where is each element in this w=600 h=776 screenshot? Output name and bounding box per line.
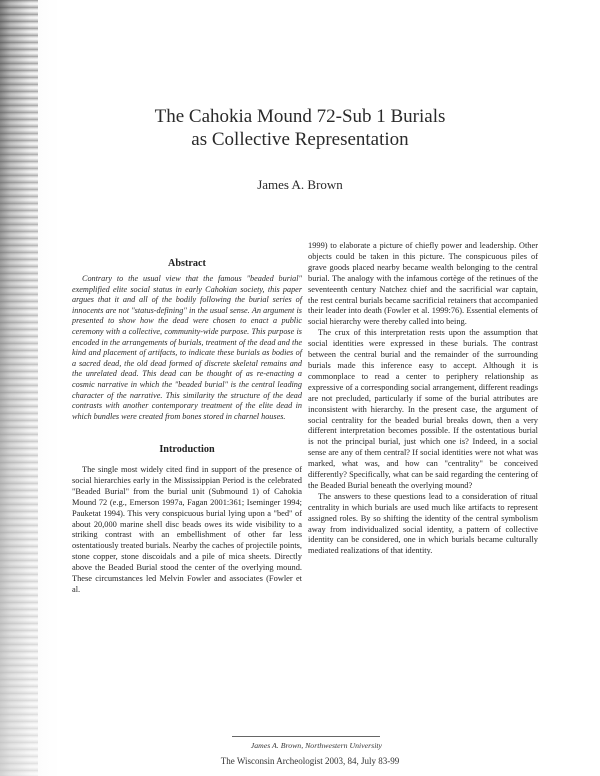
right-column	[308, 241, 538, 557]
paper-title-line-1: The Cahokia Mound 72-Sub 1 Burials	[154, 106, 446, 127]
footer-journal-citation: The Wisconsin Archeologist 2003, 84, July 83-99	[220, 756, 400, 766]
introduction-heading: Introduction	[159, 444, 215, 455]
right-paragraph-2: The crux of this interpretation rests upon the assumption that social identities were expressed in these burials. The contrast between the central burial and the remainder of the surrounding burials made this inference easy to accept. Although it is commonplace to read a center to periphery relationship as expressive of a corresponding social arrangement, different readings are not precluded, particularly if some of the burial attributes are inconsistent with hierarchy. In the present case, the argument of social centrality for the beaded burial breaks down, then a very different interpretation becomes possible. If the ostentatious burial is not the principal burial, just which one is? Indeed, in a social sense are any of them central? If social identities were not what was marked, what was, and how can "centrality" be conceived differently? Specifically, what can be said regarding the centering of the Beaded Burial beneath the overlying mound?	[308, 328, 538, 490]
right-paragraph-1: 1999) to elaborate a picture of chiefly power and leadership. Other objects could be taken in this picture. The conspicuous piles of grave goods placed nearby became wealth belonging to the central burial. The analogy with the infamous cortège of the retinues of the seventeenth century Natchez chief and the sacrificial war captain, the rest central burials became sacrificial retainers that accompanied their leader into death (Fowler et al. 1999:76). Essential elements of social hierarchy were thereby called into being.	[308, 241, 538, 327]
scan-shadow-edge	[0, 0, 38, 776]
footer-author-affiliation: James A. Brown, Northwestern University	[250, 741, 382, 750]
footer-rule	[232, 736, 380, 737]
abstract-heading: Abstract	[168, 258, 206, 269]
introduction-text: The single most widely cited find in support of the presence of social hierarchies early in the Mississippian Period is the celebrated "Beaded Burial" from the burial unit (Submound 1) of Cahokia Mound 72 (e.g., Emerson 1997a, Fagan 2001:361; Iseminger 1994; Pauketat 1994). This very conspicuous burial lying upon a "bed" of about 20,000 marine shell disc beads owes its wide visibility to a striking contrast with an embellishment of other far less ostentatiously treated burials. Nearby the caches of projectile points, stone copper, stone discoidals and a pile of mica sheets. Directly above the Beaded Burial stood the center of the overlying mound. These circumstances led Melvin Fowler and associates (Fowler et al.	[72, 465, 302, 594]
author-name: James A. Brown	[257, 177, 343, 192]
abstract-text: Contrary to the usual view that the famous "beaded burial" exemplified elite social status in early Cahokian society, this paper argues that it and all of the bodily following the burial series of innocents are not "status-defining" in the usual sense. An argument is presented to show how the dead were chosen to enact a public ceremony with a collective, community-wide purpose. This purpose is encoded in the arrangements of burials, treatment of the dead and the kind and placement of artifacts, to indicate these burials as bodies of a sacred dead, the old dead formed of discrete skeletal remains and the unrelated dead. This dead can be thought of as re-enacting a cosmic narrative in which the "beaded burial" is the central leading character of the narrative. This similarity the structure of the dead contrasts with another contemporary treatment of the elite dead in which bundles were created from bones stored in charnel houses.	[72, 274, 302, 421]
paper-title-line-2: as Collective Representation	[191, 129, 409, 150]
right-paragraph-3: The answers to these questions lead to a consideration of ritual centrality in which burials are used much like artifacts to represent assigned roles. By so shifting the identity of the central symbolism away from individualized social identity, a pattern of collective identity can be considered, one in which burials became culturally mediated realizations of that identity.	[308, 491, 538, 556]
